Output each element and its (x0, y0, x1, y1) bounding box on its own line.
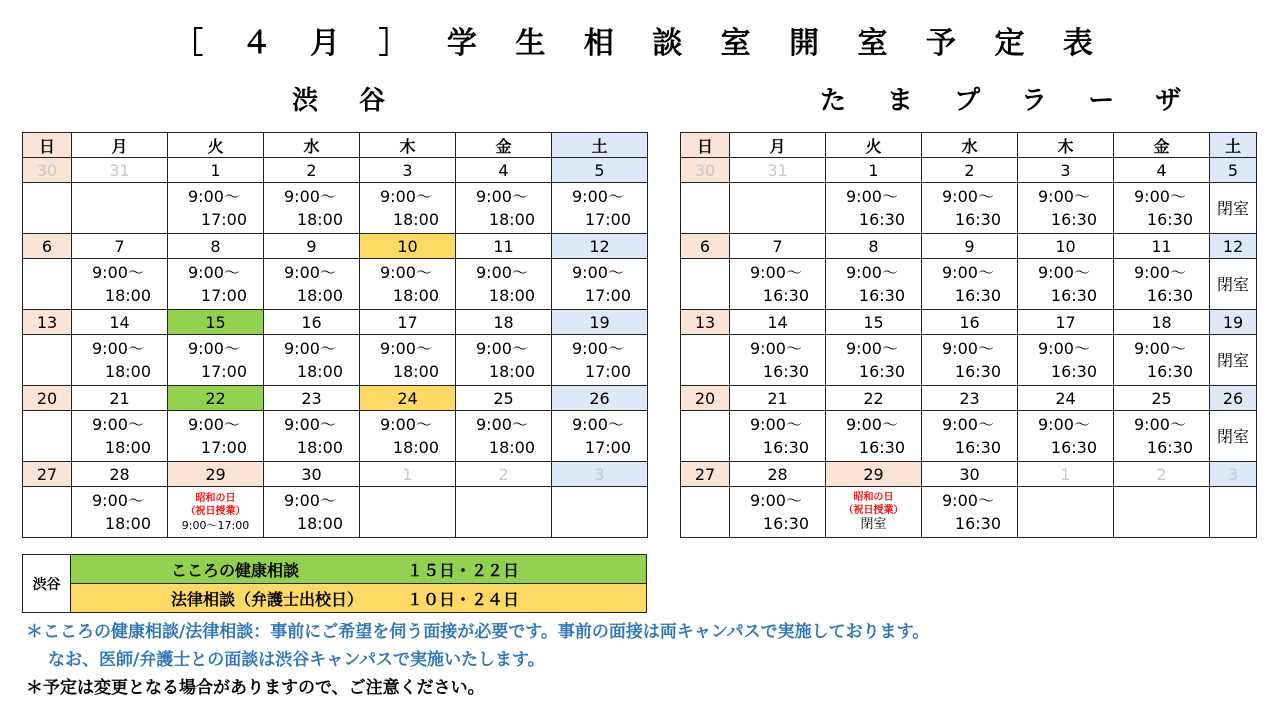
close-time: 16:30 (762, 362, 809, 381)
open-time: 9:00～ (188, 339, 240, 358)
hours-cell (360, 259, 456, 310)
date-cell: 2 (456, 462, 552, 487)
hours-cell (1114, 335, 1210, 386)
hours-cell (552, 335, 648, 386)
date-cell: 1 (1018, 462, 1114, 487)
close-time: 17:00 (584, 362, 631, 381)
close-time: 16:30 (954, 362, 1001, 381)
hours-cell (730, 487, 826, 538)
hours-cell (264, 411, 360, 462)
hours-cell (264, 259, 360, 310)
notes (26, 618, 929, 702)
hours-cell (23, 411, 72, 462)
open-time: 9:00～ (92, 263, 144, 282)
close-time: 17:00 (200, 362, 247, 381)
hours-cell (168, 335, 264, 386)
hours-cell (72, 487, 168, 538)
open-time: 9:00～ (476, 187, 528, 206)
date-cell: 22 (826, 386, 922, 411)
date-cell: 2 (1114, 462, 1210, 487)
open-time: 9:00～ (846, 187, 898, 206)
legend-counseling (71, 555, 647, 584)
date-cell: 3 (552, 462, 648, 487)
close-time: 18:00 (104, 286, 151, 305)
closed-label: 閉室 (1216, 274, 1249, 294)
open-time: 9:00～ (750, 263, 802, 282)
date-cell: 23 (922, 386, 1018, 411)
close-time: 16:30 (1146, 210, 1193, 229)
weekday-header: 火 (826, 133, 922, 158)
hours-cell (456, 259, 552, 310)
date-cell: 25 (456, 386, 552, 411)
open-time: 9:00～ (750, 491, 802, 510)
close-time: 18:00 (392, 438, 439, 457)
legend-legal (71, 584, 647, 613)
open-time: 9:00～ (92, 415, 144, 434)
closed-label: 閉室 (1216, 426, 1249, 446)
hours-cell (23, 487, 72, 538)
hours-cell (23, 335, 72, 386)
hours-cell (360, 411, 456, 462)
hours-cell (552, 183, 648, 234)
open-time: 9:00～ (284, 339, 336, 358)
close-time: 16:30 (762, 514, 809, 533)
date-cell: 19 (1210, 310, 1257, 335)
hours-cell (730, 183, 826, 234)
date-cell: 7 (730, 234, 826, 259)
hours-cell (552, 259, 648, 310)
legend-legal-dates: １０日・２４日 (407, 589, 520, 609)
weekday-header: 土 (552, 133, 648, 158)
hours-cell (1114, 411, 1210, 462)
date-cell: 10 (1018, 234, 1114, 259)
close-time: 17:00 (584, 286, 631, 305)
hours-cell (826, 487, 922, 538)
open-time: 9:00～ (92, 339, 144, 358)
date-cell: 13 (681, 310, 730, 335)
close-time: 17:00 (200, 286, 247, 305)
hours-cell (456, 335, 552, 386)
hours-cell (1210, 259, 1257, 310)
date-cell: 3 (1018, 158, 1114, 183)
hours-cell (1018, 487, 1114, 538)
close-time: 16:30 (1050, 286, 1097, 305)
date-cell: 26 (552, 386, 648, 411)
open-time: 9:00～ (942, 339, 994, 358)
open-time: 9:00～ (284, 187, 336, 206)
legend-counseling-dates: １５日・２２日 (407, 560, 520, 580)
open-time: 9:00～ (188, 263, 240, 282)
hours-cell (1210, 183, 1257, 234)
date-cell: 4 (456, 158, 552, 183)
open-time: 9:00～ (942, 491, 994, 510)
close-time: 18:00 (488, 362, 535, 381)
weekday-header: 日 (23, 133, 72, 158)
hours-cell (456, 183, 552, 234)
note-schedule-change: ＊予定は変更となる場合がありますので、ご注意ください。 (26, 678, 485, 698)
close-time: 18:00 (392, 210, 439, 229)
close-time: 17:00 (584, 438, 631, 457)
open-time: 9:00～ (380, 187, 432, 206)
hours-cell (360, 335, 456, 386)
date-cell: 15 (168, 310, 264, 335)
holiday-name: 昭和の日 (853, 492, 894, 503)
date-cell: 29 (168, 462, 264, 487)
hours-cell (730, 259, 826, 310)
hours-cell (168, 487, 264, 538)
close-time: 16:30 (858, 362, 905, 381)
date-cell: 27 (681, 462, 730, 487)
date-cell: 1 (168, 158, 264, 183)
hours-cell (456, 487, 552, 538)
date-cell: 3 (360, 158, 456, 183)
open-time: 9:00～ (572, 263, 624, 282)
date-cell: 19 (552, 310, 648, 335)
weekday-header: 土 (1210, 133, 1257, 158)
hours-cell (168, 259, 264, 310)
hours-cell (72, 411, 168, 462)
close-time: 16:30 (1050, 362, 1097, 381)
date-cell: 16 (264, 310, 360, 335)
hours-cell (1210, 335, 1257, 386)
open-time: 9:00～ (942, 415, 994, 434)
date-cell: 10 (360, 234, 456, 259)
close-time: 18:00 (488, 210, 535, 229)
hours-cell (72, 335, 168, 386)
close-time: 18:00 (488, 438, 535, 457)
hours-cell (23, 183, 72, 234)
open-time: 9:00～ (572, 415, 624, 434)
hours-cell (1210, 411, 1257, 462)
weekday-header: 木 (360, 133, 456, 158)
hours-cell (1018, 183, 1114, 234)
date-cell: 31 (72, 158, 168, 183)
hours-cell (552, 411, 648, 462)
date-cell: 21 (72, 386, 168, 411)
open-time: 9:00～ (750, 339, 802, 358)
date-cell: 17 (1018, 310, 1114, 335)
hours-cell (264, 335, 360, 386)
open-time: 9:00～ (1134, 415, 1186, 434)
open-time: 9:00～ (188, 187, 240, 206)
date-cell: 9 (264, 234, 360, 259)
hours-cell (681, 183, 730, 234)
weekday-header: 水 (264, 133, 360, 158)
date-cell: 30 (23, 158, 72, 183)
close-time: 16:30 (762, 286, 809, 305)
date-cell: 11 (456, 234, 552, 259)
holiday-hours: 9:00～17:00 (181, 518, 250, 532)
close-time: 18:00 (296, 514, 343, 533)
weekday-header: 月 (72, 133, 168, 158)
open-time: 9:00～ (846, 415, 898, 434)
close-time: 17:00 (584, 210, 631, 229)
date-cell: 31 (730, 158, 826, 183)
hours-cell (1114, 259, 1210, 310)
legend-legal-name: 法律相談（弁護士出校日） (171, 589, 364, 609)
hours-cell (456, 411, 552, 462)
hours-cell (1210, 487, 1257, 538)
open-time: 9:00～ (284, 263, 336, 282)
hours-cell (922, 335, 1018, 386)
hours-cell (1018, 411, 1114, 462)
date-cell: 20 (23, 386, 72, 411)
hours-cell (826, 183, 922, 234)
date-cell: 30 (681, 158, 730, 183)
close-time: 17:00 (200, 438, 247, 457)
hours-cell (730, 411, 826, 462)
open-time: 9:00～ (750, 415, 802, 434)
calendar-shibuya (22, 132, 648, 538)
note-location: なお、医師/弁護士との面談は渋谷キャンパスで実施いたします。 (48, 650, 545, 670)
date-cell: 24 (1018, 386, 1114, 411)
close-time: 18:00 (104, 438, 151, 457)
hours-cell (360, 487, 456, 538)
close-time: 18:00 (392, 286, 439, 305)
date-cell: 2 (922, 158, 1018, 183)
close-time: 18:00 (104, 362, 151, 381)
weekday-header: 金 (456, 133, 552, 158)
open-time: 9:00～ (1038, 339, 1090, 358)
date-cell: 26 (1210, 386, 1257, 411)
weekday-header: 木 (1018, 133, 1114, 158)
close-time: 16:30 (762, 438, 809, 457)
date-cell: 11 (1114, 234, 1210, 259)
hours-cell (1018, 259, 1114, 310)
calendar-tama (680, 132, 1257, 538)
closed-label: 閉室 (1216, 198, 1249, 218)
open-time: 9:00～ (1134, 263, 1186, 282)
date-cell: 14 (72, 310, 168, 335)
close-time: 16:30 (954, 286, 1001, 305)
date-cell: 2 (264, 158, 360, 183)
hours-cell (681, 487, 730, 538)
open-time: 9:00～ (380, 339, 432, 358)
hours-cell (168, 411, 264, 462)
date-cell: 28 (730, 462, 826, 487)
holiday-note: （祝日授業） (843, 505, 904, 516)
hours-cell (360, 183, 456, 234)
hours-cell (922, 487, 1018, 538)
close-time: 16:30 (954, 438, 1001, 457)
open-time: 9:00～ (1038, 415, 1090, 434)
hours-cell (264, 183, 360, 234)
open-time: 9:00～ (846, 263, 898, 282)
date-cell: 13 (23, 310, 72, 335)
hours-cell (23, 259, 72, 310)
close-time: 16:30 (954, 210, 1001, 229)
hours-cell (922, 259, 1018, 310)
open-time: 9:00～ (476, 415, 528, 434)
open-time: 9:00～ (380, 263, 432, 282)
date-cell: 21 (730, 386, 826, 411)
date-cell: 29 (826, 462, 922, 487)
open-time: 9:00～ (284, 415, 336, 434)
date-cell: 24 (360, 386, 456, 411)
open-time: 9:00～ (846, 339, 898, 358)
page-title: ［ ４ 月 ］ 学 生 相 談 室 開 室 予 定 表 (173, 26, 1107, 61)
date-cell: 4 (1114, 158, 1210, 183)
date-cell: 8 (168, 234, 264, 259)
hours-cell (1114, 487, 1210, 538)
open-time: 9:00～ (476, 263, 528, 282)
date-cell: 5 (1210, 158, 1257, 183)
weekday-header: 火 (168, 133, 264, 158)
closed-label: 閉室 (860, 517, 887, 532)
open-time: 9:00～ (476, 339, 528, 358)
close-time: 16:30 (858, 210, 905, 229)
hours-cell (552, 487, 648, 538)
close-time: 18:00 (296, 438, 343, 457)
open-time: 9:00～ (380, 415, 432, 434)
hours-cell (681, 411, 730, 462)
consultation-legend (22, 554, 647, 613)
date-cell: 18 (1114, 310, 1210, 335)
hours-cell (681, 259, 730, 310)
close-time: 16:30 (1050, 438, 1097, 457)
legend-counseling-name: こころの健康相談 (171, 560, 300, 580)
close-time: 18:00 (104, 514, 151, 533)
hours-cell (1114, 183, 1210, 234)
hours-cell (168, 183, 264, 234)
date-cell: 25 (1114, 386, 1210, 411)
close-time: 16:30 (1146, 286, 1193, 305)
open-time: 9:00～ (284, 491, 336, 510)
date-cell: 23 (264, 386, 360, 411)
open-time: 9:00～ (1038, 187, 1090, 206)
date-cell: 1 (360, 462, 456, 487)
close-time: 16:30 (858, 438, 905, 457)
open-time: 9:00～ (92, 491, 144, 510)
date-cell: 12 (552, 234, 648, 259)
hours-cell (826, 411, 922, 462)
hours-cell (1018, 335, 1114, 386)
note-consultation: ＊こころの健康相談/法律相談：事前にご希望を伺う面接が必要です。事前の面接は両キャンパスで実施しております。 (26, 622, 930, 642)
date-cell: 16 (922, 310, 1018, 335)
date-cell: 22 (168, 386, 264, 411)
date-cell: 28 (72, 462, 168, 487)
weekday-header: 月 (730, 133, 826, 158)
date-cell: 30 (264, 462, 360, 487)
date-cell: 14 (730, 310, 826, 335)
hours-cell (826, 259, 922, 310)
open-time: 9:00～ (942, 187, 994, 206)
legend-campus-label: 渋谷 (23, 555, 71, 613)
close-time: 18:00 (296, 362, 343, 381)
close-time: 16:30 (954, 514, 1001, 533)
date-cell: 9 (922, 234, 1018, 259)
date-cell: 6 (23, 234, 72, 259)
open-time: 9:00～ (1038, 263, 1090, 282)
holiday-name: 昭和の日 (195, 492, 236, 504)
date-cell: 6 (681, 234, 730, 259)
date-cell: 8 (826, 234, 922, 259)
open-time: 9:00～ (1134, 187, 1186, 206)
hours-cell (826, 335, 922, 386)
date-cell: 27 (23, 462, 72, 487)
close-time: 16:30 (1146, 438, 1193, 457)
close-time: 18:00 (296, 210, 343, 229)
hours-cell (730, 335, 826, 386)
date-cell: 17 (360, 310, 456, 335)
holiday-note: （祝日授業） (185, 505, 246, 517)
date-cell: 5 (552, 158, 648, 183)
closed-label: 閉室 (1216, 350, 1249, 370)
close-time: 16:30 (1050, 210, 1097, 229)
date-cell: 1 (826, 158, 922, 183)
open-time: 9:00～ (188, 415, 240, 434)
date-cell: 30 (922, 462, 1018, 487)
open-time: 9:00～ (1134, 339, 1186, 358)
weekday-header: 日 (681, 133, 730, 158)
open-time: 9:00～ (572, 187, 624, 206)
weekday-header: 金 (1114, 133, 1210, 158)
campus-title-shibuya: 渋 谷 (292, 86, 402, 116)
close-time: 18:00 (488, 286, 535, 305)
open-time: 9:00～ (572, 339, 624, 358)
hours-cell (72, 183, 168, 234)
campus-title-tama: た ま プ ラ ー ザ (820, 86, 1198, 116)
hours-cell (264, 487, 360, 538)
close-time: 18:00 (392, 362, 439, 381)
hours-cell (922, 411, 1018, 462)
hours-cell (72, 259, 168, 310)
close-time: 18:00 (296, 286, 343, 305)
date-cell: 15 (826, 310, 922, 335)
open-time: 9:00～ (942, 263, 994, 282)
date-cell: 3 (1210, 462, 1257, 487)
close-time: 17:00 (200, 210, 247, 229)
close-time: 16:30 (858, 286, 905, 305)
weekday-header: 水 (922, 133, 1018, 158)
date-cell: 20 (681, 386, 730, 411)
hours-cell (922, 183, 1018, 234)
hours-cell (681, 335, 730, 386)
date-cell: 7 (72, 234, 168, 259)
date-cell: 18 (456, 310, 552, 335)
close-time: 16:30 (1146, 362, 1193, 381)
date-cell: 12 (1210, 234, 1257, 259)
